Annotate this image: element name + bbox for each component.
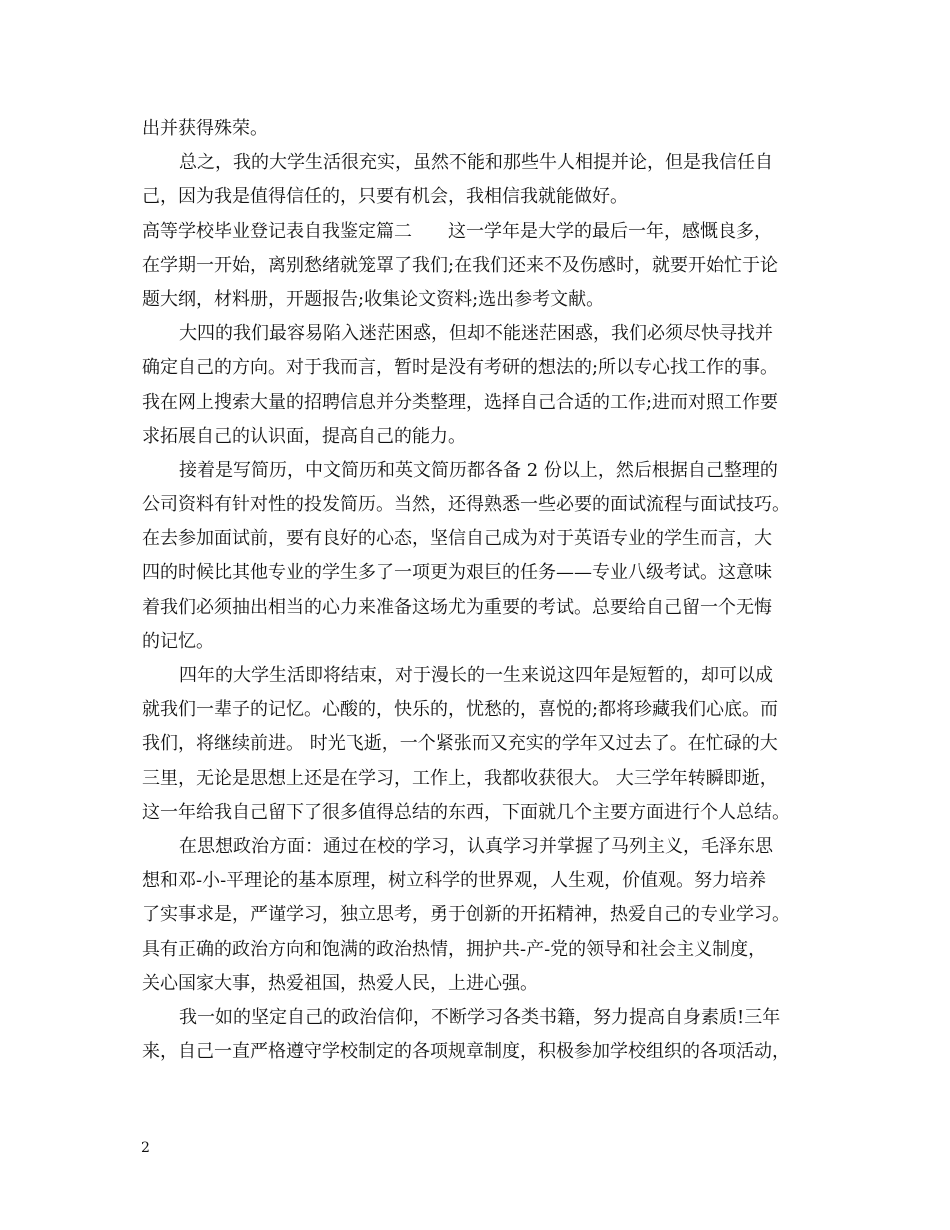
document-body [142,112,822,1069]
text-line: 题大纲，材料册，开题报告;收集论文资料;选出参考文献。 [142,288,605,310]
text-line: 公司资料有针对性的投发简历。当然，还得熟悉一些必要的面试流程与面试技巧。 [142,494,790,516]
text-line: 来，自己一直严格遵守学校制定的各项规章制度，积极参加学校组织的各项活动， [142,1041,790,1063]
text-line: 总之，我的大学生活很充实，虽然不能和那些牛人相提并论，但是我信任自 [179,152,773,174]
text-line: 着我们必须抽出相当的心力来准备这场尤为重要的考试。总要给自己留一个无悔 [142,596,772,618]
text-line: 关心国家大事，热爱祖国，热爱人民，上进心强。 [142,972,538,994]
text-line: 在学期一开始，离别愁绪就笼罩了我们;在我们还来不及伤感时，就要开始忙于论 [142,254,779,276]
text-line: 三里，无论是思想上还是在学习，工作上，我都收获很大。 大三学年转瞬即逝， [142,767,778,789]
text-line: 具有正确的政治方向和饱满的政治热情，拥护共-产-党的领导和社会主义制度， [142,938,767,960]
text-line: 出并获得殊荣。 [142,118,268,139]
text-line: 就我们一辈子的记忆。心酸的，快乐的，忧愁的，喜悦的;都将珍藏我们心底。而 [142,699,779,721]
text-line: 求拓展自己的认识面，提高自己的能力。 [142,425,466,447]
text-line: 我在网上搜索大量的招聘信息并分类整理，选择自己合适的工作;进而对照工作要 [142,391,779,413]
text-line: 大四的我们最容易陷入迷茫困惑，但却不能迷茫困惑，我们必须尽快寻找并 [179,323,773,345]
text-line: 四年的大学生活即将结束，对于漫长的一生来说这四年是短暂的，却可以成 [179,665,773,686]
text-line: 在去参加面试前，要有良好的心态，坚信自己成为对于英语专业的学生而言，大 [142,528,772,550]
text-line: 了实事求是，严谨学习，独立思考，勇于创新的开拓精神，热爱自己的专业学习。 [142,904,790,926]
text-line: 的记忆。 [142,630,214,652]
text-line: 我一如的坚定自己的政治信仰，不断学习各类书籍，努力提高自身素质!三年 [179,1006,781,1028]
text-line: 己，因为我是值得信任的，只要有机会，我相信我就能做好。 [142,186,628,208]
text-line: 四的时候比其他专业的学生多了一项更为艰巨的任务——专业八级考试。这意味 [142,562,772,584]
text-line: 想和邓-小-平理论的基本原理，树立科学的世界观，人生观，价值观。努力培养 [142,870,767,892]
text-line: 接着是写简历，中文简历和英文简历都各备 2 份以上，然后根据自己整理的 [179,459,778,481]
text-line: 高等学校毕业登记表自我鉴定篇二 这一学年是大学的最后一年，感慨良多， [142,220,772,242]
text-line: 这一年给我自己留下了很多值得总结的东西，下面就几个主要方面进行个人总结。 [142,801,790,823]
text-line: 确定自己的方向。对于我而言，暂时是没有考研的想法的;所以专心找工作的事。 [142,357,779,379]
text-line: 我们，将继续前进。 时光飞逝，一个紧张而又充实的学年又过去了。在忙碌的大 [142,733,778,755]
page-number: 2 [141,1140,150,1156]
text-line: 在思想政治方面：通过在校的学习，认真学习并掌握了马列主义，毛泽东思 [179,835,773,857]
